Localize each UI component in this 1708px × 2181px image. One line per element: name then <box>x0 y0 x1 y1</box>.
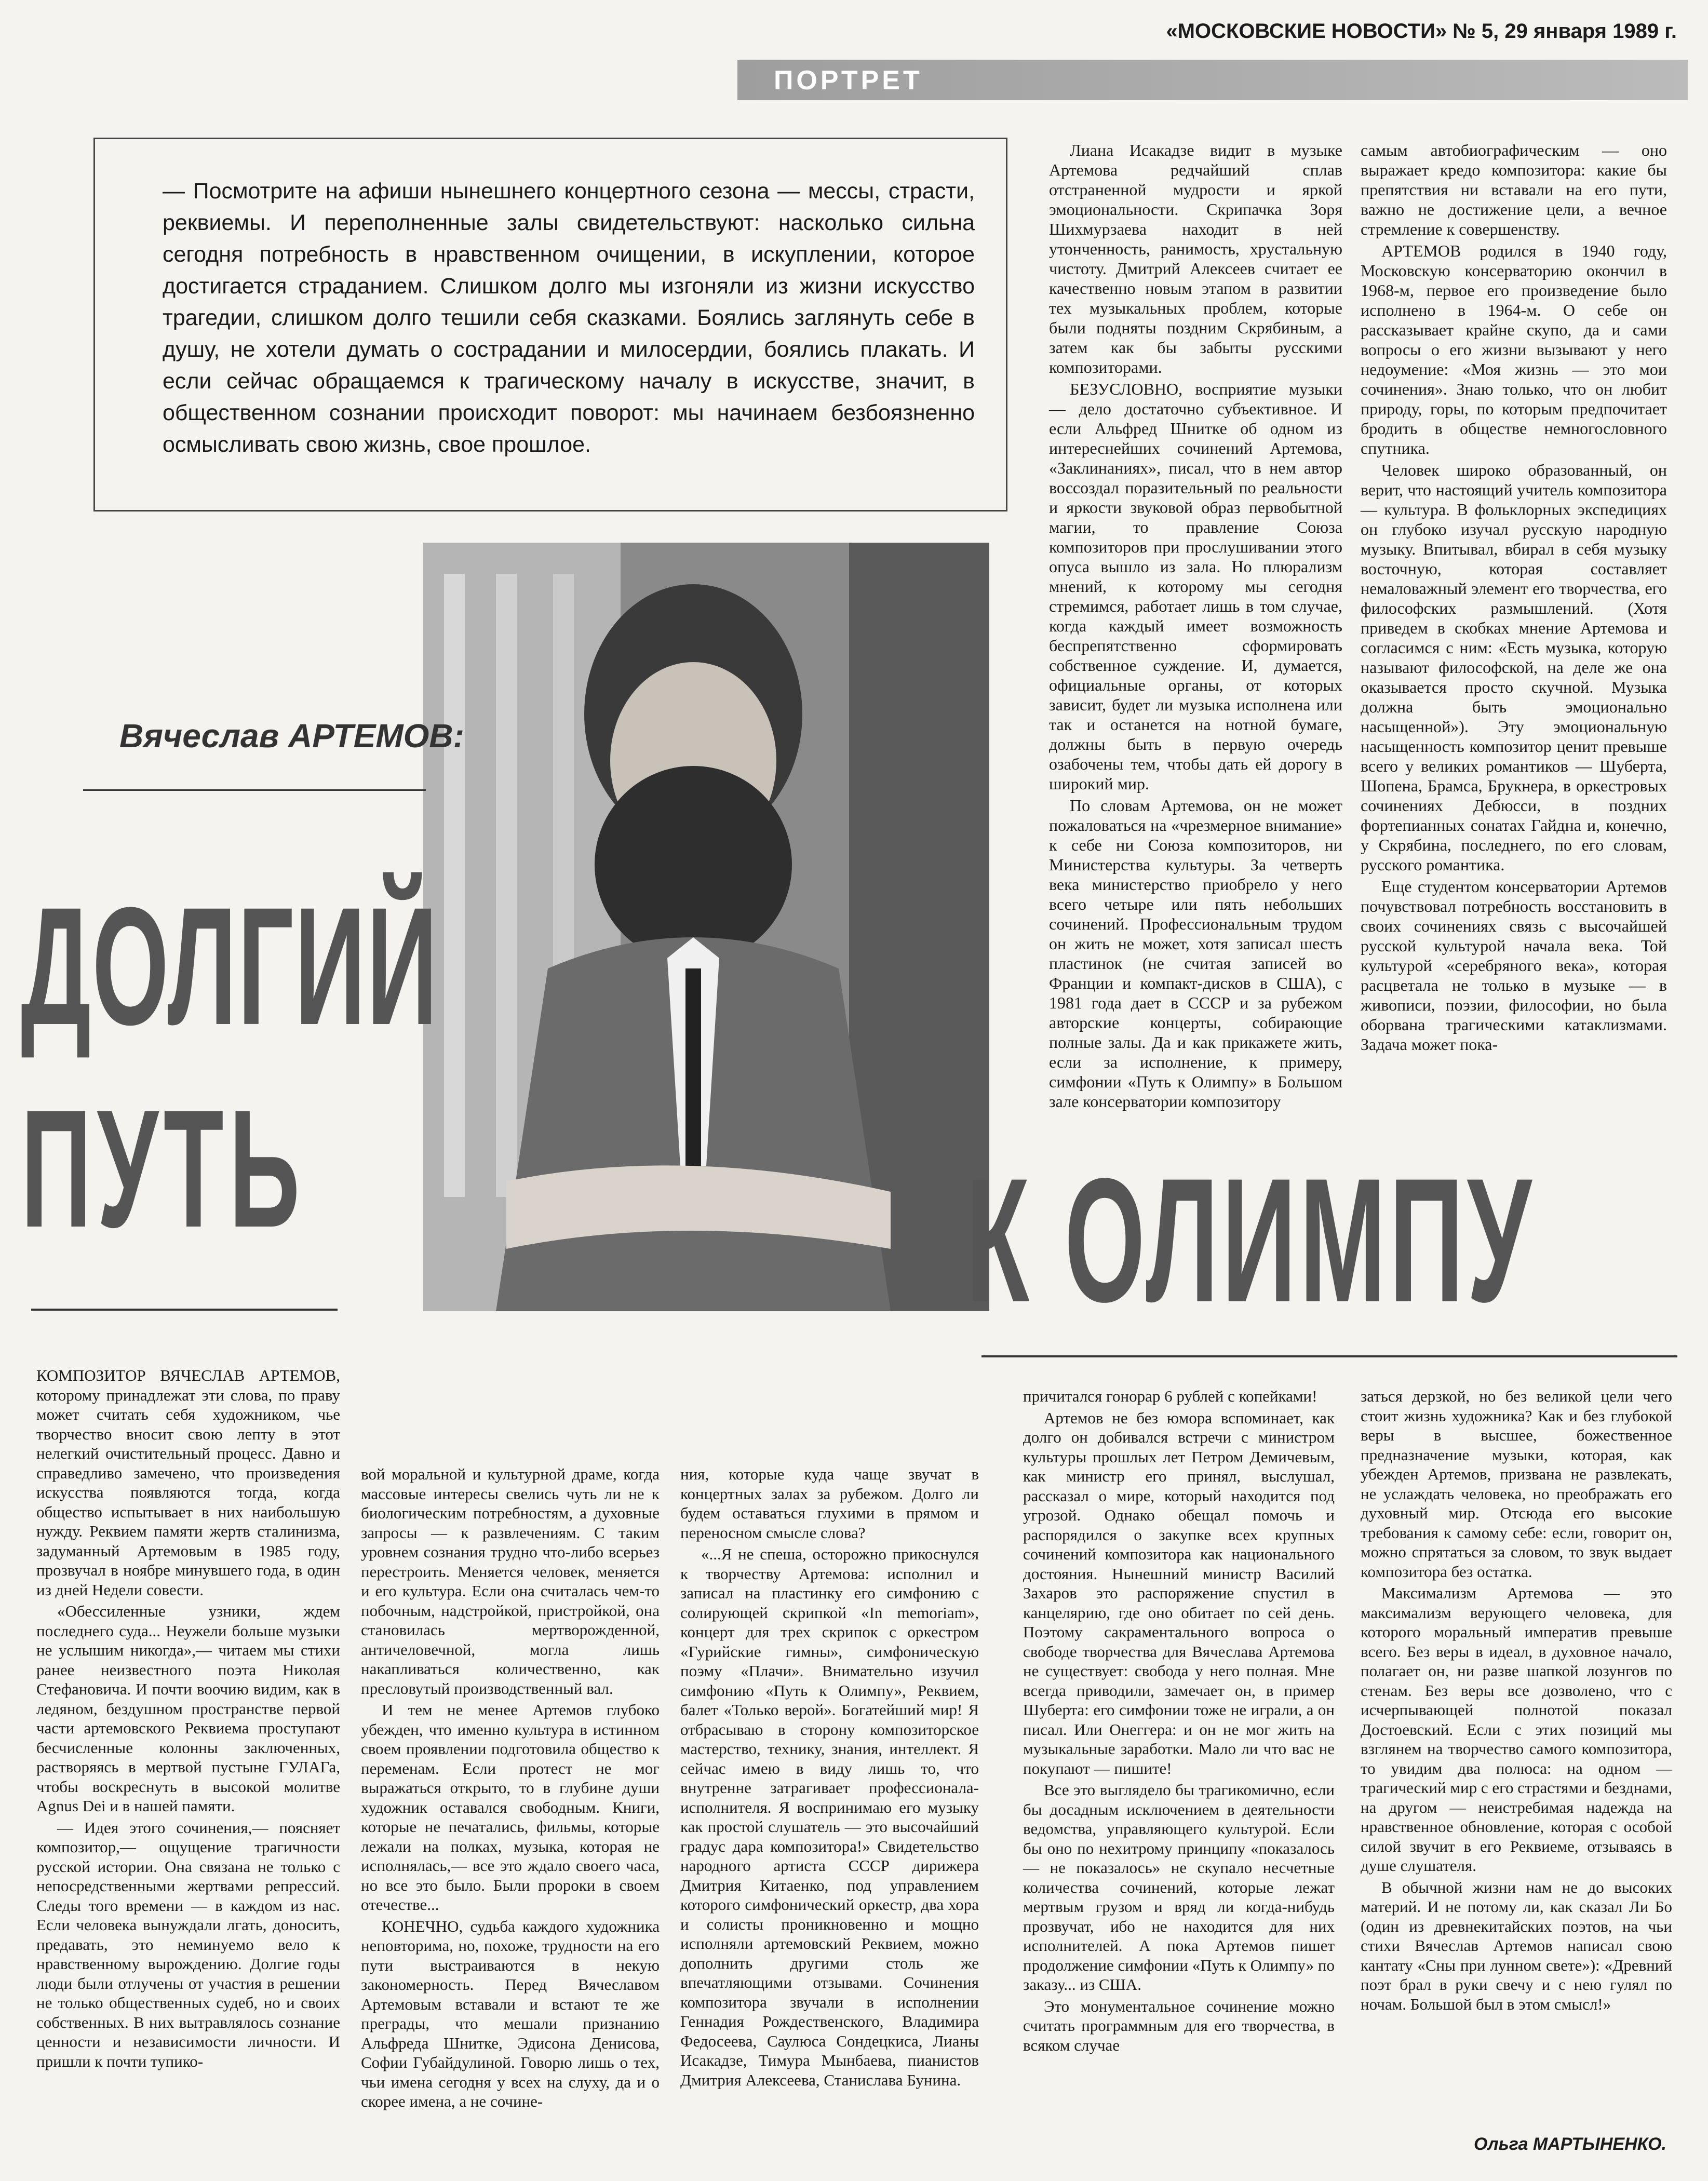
bottom-column-2 <box>361 1464 660 2176</box>
bottom-column-3 <box>680 1464 979 2176</box>
paragraph: КОНЕЧНО, судьба каждого художника неповторима, но, похоже, трудности на его пути выстраиваются в некую закономерность. Перед Вячеславом Артемовым вставали и встают те же преграды, что мешали признанию Альфреда Шнитке, Эдисона Денисова, Софии Губайдулиной. Говорю лишь о тех, чьи имена сегодня у всех на слуху, да и о скорее имена, а не сочине- <box>361 1917 660 2110</box>
paragraph: Все это выглядело бы трагикомично, если бы досадным исключением в деятельности ведомства, управляющего культурой. Если бы оно по нехитрому принципу «показалось — не показалось» не скупало несчетные количества сочинений, которые лежат мертвым грузом и вряд ли когда-нибудь прозвучат, ибо не находится для них исполнителей. А пока Артемов пишет продолжение симфонии «Путь к Олимпу» по заказу... из США. <box>1023 1781 1335 1994</box>
headline-line-2: ПУТЬ <box>21 1075 305 1263</box>
lead-quote-box <box>93 138 1007 511</box>
paragraph: Человек широко образованный, он верит, что настоящий учитель композитора — культура. В фольклорных экспедициях он глубоко изучал русскую народную музыку. Впитывал, вбирал в себя музыку восточную, которая составляет немаловажный элемент его творчества, его философских размышлений. (Хотя приведем в скобках мнение Артемова и согласимся с ним: «Есть музыка, которую называют философской, на деле же она оказывается просто скучной. Музыка должна быть эмоционально насыщенной»). Эту эмоциональную насыщенность композитор ценит превыше всего у великих романтиков — Шуберта, Шопена, Брамса, Брукнера, в оркестровых сочинениях Дебюсси, в поздних фортепианных сонатах Гайдна и, конечно, у Скрябина, последнего, по его словам, русского романтика. <box>1361 461 1667 874</box>
rubric-label: ПОРТРЕТ <box>774 65 923 96</box>
paragraph: «Обессиленные узники, ждем последнего суда... Неужели больше музыки не услышим никогда»,— читаем мы стихи ранее неизвестного поэта Николая Стефановича. И почти воочию видим, как в ледяном, бездушном пространстве первой части артемовского Реквиема проступают бесчисленные колонны заключенных, растворяясь в мертвой пустыне ГУЛАГа, чтобы воскреснуть в высокой молитве Agnus Dei и в нашей памяти. <box>36 1602 340 1815</box>
name-surname: АРТЕМОВ: <box>288 717 464 755</box>
headline-name <box>119 717 464 755</box>
paragraph: Еще студентом консерватории Артемов почувствовал потребность восстановить в своих сочинениях связь с высочайшей русской культурой начала века. Той культурой «серебряного века», которая расцветала не только в музыке — в живописи, поэзии, философии, но была оборвана трагическими катаклизмами. Задача может пока- <box>1361 877 1667 1054</box>
paragraph: Лиана Исакадзе видит в музыке Артемова редчайший сплав отстраненной мудрости и яркой эмоциональности. Скрипачка Зоря Шихмурзаева находит в ней утонченность, ранимость, хрустальную чистоту. Дмитрий Алексеев считает ее качественно новым этапом в развитии тех музыкальных проблем, которые были подняты поздним Скрябиным, а затем как бы забыты русскими композиторами. <box>1049 141 1342 376</box>
paragraph: Это монументальное сочинение можно считать программным для его творчества, в всяком случае <box>1023 1997 1335 2054</box>
portrait-photo <box>423 543 989 1311</box>
paragraph: Максимализм Артемова — это максимализм верующего человека, для которого моральный императив превыше всего. Без веры в идеал, в духовное начало, полагает он, ни разве шапкой лозунгов по стенам. Без веры все дозволено, что с исчерпывающей полнотой показал Достоевский. Если с этих позиций мы взглянем на творчество самого композитора, то увидим два полюса: на одном — трагический мир с его страстями и безднами, на другом — неистребимая надежда на нравственное обновление, которая с особой силой звучит в его Реквиеме, отзываясь в душе слушателя. <box>1361 1584 1672 1875</box>
divider-right <box>981 1355 1677 1357</box>
paragraph: БЕЗУСЛОВНО, восприятие музыки — дело достаточно субъективное. И если Альфред Шнитке об одном из интереснейших сочинений Артемова, «Заклинаниях», писал, что в нем автор воссоздал поразительный по реальности и яркости звуковой образ первобытной магии, то правление Союза композиторов при прослушивании этого опуса вышло из зала. Но плюрализм мнений, к которому мы сегодня стремимся, работает лишь в том случае, когда каждый имеет возможность беспрепятственно сформировать собственное суждение. И, думается, официальные органы, от которых зависит, будет ли музыка исполнена или так и останется на нотной бумаге, должны быть в первую очередь озабочены тем, чтобы дать ей дорогу в широкий мир. <box>1049 380 1342 793</box>
lead-quote: — Посмотрите на афиши нынешнего концертного сезона — мессы, страсти, реквиемы. И переполненные залы свидетельствуют: насколько сильна сегодня потребность в нравственном очищении, в искуплении, которое достигается страданием. Слишком долго мы изгоняли из жизни искусство трагедии, слишком долго тешили себя сказками. Боялись заглянуть себе в душу, не хотели думать о сострадании и милосердии, боялись плакать. И если сейчас обращаемся к трагическому началу в искусстве, значит, в общественном сознании происходит поворот: мы начинаем безбоязненно осмысливать свою жизнь, свое прошлое. <box>163 179 975 457</box>
headline-line-1: ДОЛГИЙ <box>21 873 439 1060</box>
paragraph: В обычной жизни нам не до высоких материй. И не потому ли, как сказал Ли Бо (один из древнекитайских поэтов, на чьи стихи Вячеслав Артемов написал свою кантату «Сны при лунном свете»): «Древний поэт брал в руки свечу и с нею гулял по ночам. Большой был в этом смысл!» <box>1361 1878 1672 2013</box>
name-underline <box>83 789 426 791</box>
paragraph: Артемов не без юмора вспоминает, как долго он добивался встречи с министром культуры прошлых лет Петром Демичевым, как министр его принял, выслушал, рассказал о мире, который находится под угрозой. Однако обещал помочь и распорядился о закупке всех крупных сочинений композитора как национального достояния. Нынешний министр Василий Захаров это распоряжение спустил в канцелярию, где оно обитает по сей день. Поэтому сакраментального вопроса о свободе творчества для Вячеслава Артемова не существует: свобода у него полная. Мне всегда приводили, замечает он, в пример Шуберта: его симфонии тоже не играли, а он писал. Или Онеггера: и он не мог жить на музыкальные заработки. Мало ли что вас не покупают — пишите! <box>1023 1408 1335 1778</box>
bottom-column-1 <box>36 1366 340 2176</box>
rubric-bar <box>737 60 1688 100</box>
paragraph: — Идея этого сочинения,— поясняет композитор,— ощущение трагичности русской истории. Она связана не только с непосредственными жертвами репрессий. Следы того времени — в каждом из нас. Если человека вынуждали лгать, доносить, предавать, это неминуемо вело к нравственному вырождению. Долгие годы люди были отлучены от участия в решении не только общественных судеб, но и своих собственных. В них вытравлялось сознание ценности и независимости личности. И пришли к почти тупико- <box>36 1818 340 2070</box>
name-prefix: Вячеслав <box>119 717 279 755</box>
top-column-a <box>1049 140 1342 1179</box>
paragraph: ния, которые куда чаще звучат в концертных залах за рубежом. Долго ли будем оставаться глухими в прямом и переносном смысле слова? <box>680 1465 979 1542</box>
bottom-column-4 <box>1023 1386 1335 2176</box>
portrait-photo-image <box>423 543 989 1311</box>
paragraph: И тем не менее Артемов глубоко убежден, что именно культура в истинном своем проявлении подготовила общество к переменам. Если протест не мог выражаться открыто, то в глубине души художник оставался свободным. Книги, которые не печатались, фильмы, которые лежали на полках, музыка, которая не исполнялась,— все это ждало своего часа, но все это было. Были пророки в своем отечестве... <box>361 1701 660 1914</box>
paragraph: АРТЕМОВ родился в 1940 году, Московскую консерваторию окончил в 1968-м, первое его произведение было исполнено в 1964-м. О себе он рассказывает крайне скупо, да и сами вопросы о его жизни вызывают у него недоумение: «Моя жизнь — это мои сочинения». Знаю только, что он любит природу, горы, по которым предпочитает бродить в обществе немногословного спутника. <box>1361 241 1667 457</box>
paragraph: причитался гонорар 6 рублей с копейками! <box>1023 1387 1317 1405</box>
masthead: «МОСКОВСКИЕ НОВОСТИ» № 5, 29 января 1989 г. <box>1166 20 1677 43</box>
paragraph: КОМПОЗИТОР ВЯЧЕСЛАВ АРТЕМОВ, которому принадлежат эти слова, по праву может считать себя художником, чье творчество вносит свою лепту в этот нелегкий очистительный процесс. Давно и справедливо замечено, что произведения искусства появляются тогда, когда общество испытывает в них наибольшую нужду. Реквием памяти жертв сталинизма, задуманный Артемовым в 1985 году, прозвучал в ноябре минувшего года, в один из дней Недели совести. <box>36 1366 340 1599</box>
paragraph: По словам Артемова, он не может пожаловаться на «чрезмерное внимание» к себе ни Союза композиторов, ни Министерства культуры. За четверть века министерство приобрело у него всего четыре или пять небольших сочинений. Профессиональным трудом он жить не может, хотя записал шесть пластинок (не считая записей во Франции и компакт-дисков в США), с 1981 года дает в СССР и за рубежом авторские концерты, собирающие полные залы. Да и как прикажете жить, если за исполнение, к примеру, симфонии «Путь к Олимпу» в Большом зале консерватории композитору <box>1049 796 1342 1111</box>
top-column-b <box>1361 140 1667 1179</box>
paragraph: заться дерзкой, но без великой цели чего стоит жизнь художника? Как и без глубокой веры в высшее, божественное предназначение музыки, которая, как убежден Артемов, призвана не развлекать, не услаждать человека, но преображать его духовный мир. Отсюда его высокие требования к самому себе: если, говорит он, можно спрятаться за словом, то звук выдает композитора без остатка. <box>1361 1387 1672 1581</box>
bottom-column-5 <box>1361 1386 1672 2124</box>
paragraph: «...Я не спеша, осторожно прикоснулся к творчеству Артемова: исполнил и записал на пластинку его симфонию с солирующей скрипкой «In memoriam», концерт для трех скрипок с оркестром «Гурийские гимны», симфоническую поэму «Плачи». Внимательно изучил симфонию «Путь к Олимпу», Реквием, балет «Только верой». Богатейший мир! Я отбрасываю в сторону композиторское мастерство, технику, знания, интеллект. Я сейчас имею в виду лишь то, что внутренне затрагивает профессионала-исполнителя. Я воспринимаю его музыку как простой слушатель — это высочайший градус дара композитора!» Свидетельство народного артиста СССР дирижера Дмитрия Китаенко, под управлением которого симфонический оркестр, два хора и солисты проникновенно и мощно исполняли артемовский Реквием, можно дополнить другими столь же впечатляющими отзывами. Сочинения композитора звучали в исполнении Геннадия Рождественского, Владимира Федосеева, Саулюса Сондецкиса, Лианы Исакадзе, Тимура Мынбаева, пианистов Дмитрия Алексеева, Станислава Бунина. <box>680 1545 979 2089</box>
paragraph: вой моральной и культурной драме, когда массовые интересы свелись чуть ли не к биологическим потребностям, а духовные запросы — к развлечениям. С таким уровнем сознания трудно что-либо всерьез перестроить. Меняется человек, меняется и его культура. Если она считалась чем-то побочным, надстройкой, пристройкой, она становилась мертворожденной, античеловечной, могла лишь накапливаться количественно, как пресловутый производственный вал. <box>361 1465 660 1698</box>
author-signature: Ольга МАРТЫНЕНКО. <box>1474 2134 1666 2154</box>
paragraph: самым автобиографическим — оно выражает кредо композитора: какие бы препятствия ни вставали на его пути, важно не достижение цели, а вечное стремление к совершенству. <box>1361 141 1667 238</box>
divider-left <box>31 1309 338 1311</box>
headline-line-3: К ОЛИМПУ <box>966 1142 1535 1339</box>
